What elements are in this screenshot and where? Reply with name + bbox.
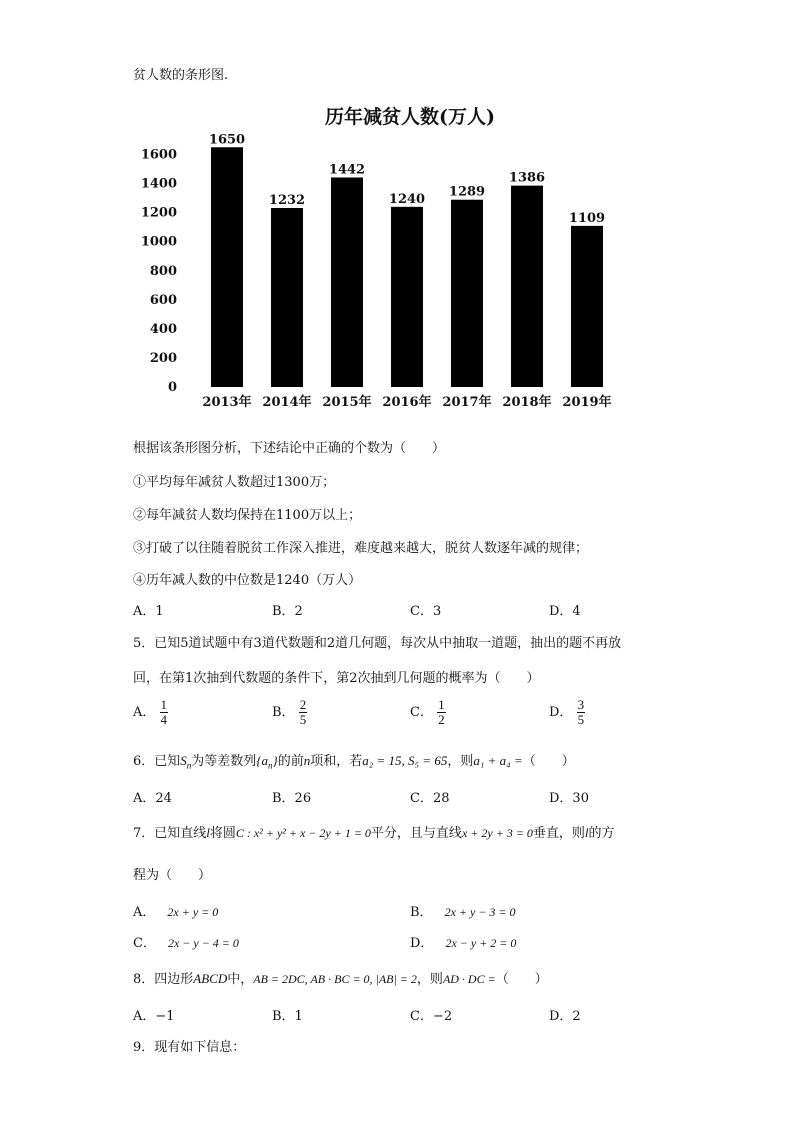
bar-2014年 bbox=[271, 208, 303, 387]
q8-condition: AB = 2DC, AB · BC = 0, |AB| = 2 bbox=[253, 972, 417, 986]
q5-line-1: 5．已知5道试题中有3道代数题和2道几何题，每次从中抽取一道题，抽出的题不再放 bbox=[133, 636, 622, 651]
intro-text: 贫人数的条形图. bbox=[133, 68, 229, 83]
q6-tail: （ ） bbox=[522, 754, 575, 769]
q5-option-a-label: A． bbox=[133, 705, 156, 720]
q7-l: l bbox=[206, 825, 210, 840]
x-tick-label: 2018年 bbox=[502, 395, 552, 410]
q5-option-b-fraction bbox=[299, 698, 308, 727]
q6-condition: a₂ = 15, S₅ = 65 bbox=[362, 753, 448, 768]
q6-ask: a₁ + a₄ = bbox=[473, 753, 523, 768]
q4-option-c[interactable]: C．3 bbox=[410, 604, 442, 619]
q4-statement-1: ①平均每年减贫人数超过1300万； bbox=[133, 475, 336, 490]
q8-prefix: 8．四边形 bbox=[133, 972, 194, 987]
data-label: 1650 bbox=[208, 132, 246, 148]
bar-2016年 bbox=[391, 207, 423, 387]
numerator: 1 bbox=[160, 697, 168, 712]
q7-text-1: 将圆 bbox=[209, 826, 236, 841]
q5-option-c[interactable] bbox=[410, 698, 446, 727]
q7-option-c-value: 2x − y − 4 = 0 bbox=[167, 936, 239, 950]
q5-option-b[interactable] bbox=[272, 698, 307, 727]
q7-option-d[interactable] bbox=[410, 932, 516, 951]
q6-n: n bbox=[303, 753, 311, 768]
q5-option-a-fraction bbox=[160, 698, 169, 727]
x-axis-labels bbox=[202, 394, 611, 410]
q4-option-b[interactable]: B．2 bbox=[272, 604, 303, 619]
bar-2013年 bbox=[211, 147, 243, 387]
denominator: 5 bbox=[299, 712, 307, 727]
q6-seq: {a bbox=[256, 753, 268, 768]
x-tick-label: 2013年 bbox=[202, 395, 252, 410]
q8-text-1: 中， bbox=[227, 972, 254, 987]
q5-option-b-label: B． bbox=[272, 705, 295, 720]
data-label: 1232 bbox=[268, 192, 306, 208]
bar-2015年 bbox=[331, 177, 363, 387]
q5-option-d-label: D． bbox=[549, 705, 573, 720]
chart-title: 历年减贫人数(万人) bbox=[325, 106, 495, 128]
q4-question: 根据该条形图分析，下述结论中正确的个数为（ ） bbox=[133, 441, 446, 456]
q4-statement-3: ③打破了以往随着脱贫工作深入推进，难度越来越大，脱贫人数逐年减的规律； bbox=[133, 541, 589, 556]
y-tick-label: 1600 bbox=[140, 147, 177, 163]
q7-option-c-label: C． bbox=[133, 936, 156, 951]
q7-text-3: 垂直，则 bbox=[532, 826, 585, 841]
q6-option-b[interactable]: B．26 bbox=[272, 791, 312, 806]
q7-question bbox=[133, 822, 615, 841]
q4-statement-4: ④历年减人数的中位数是1240（万人） bbox=[133, 573, 362, 588]
q7-text-4: 的方 bbox=[588, 826, 615, 841]
denominator: 2 bbox=[438, 712, 445, 727]
q5-option-c-fraction bbox=[437, 698, 446, 727]
q6-text-3: 项和，若 bbox=[310, 754, 363, 769]
data-label: 1289 bbox=[448, 184, 486, 200]
q9-text: 9．现有如下信息： bbox=[133, 1040, 246, 1055]
x-tick-label: 2014年 bbox=[262, 395, 312, 410]
q5-line-2: 回，在第1次抽到代数题的条件下，第2次抽到几何题的概率为（ ） bbox=[133, 671, 540, 686]
q5-option-a[interactable] bbox=[133, 698, 168, 727]
bar-2019年 bbox=[571, 226, 603, 387]
q6-option-a[interactable]: A．24 bbox=[133, 791, 172, 806]
q7-text-2: 平分，且与直线 bbox=[370, 826, 462, 841]
x-tick-label: 2019年 bbox=[562, 395, 612, 410]
q7-circle: C : x² + y² + x − 2y + 1 = 0 bbox=[235, 826, 371, 840]
q8-option-a[interactable]: A．−1 bbox=[133, 1009, 175, 1024]
q8-option-c[interactable]: C．−2 bbox=[410, 1009, 453, 1024]
y-tick-label: 600 bbox=[149, 292, 177, 308]
q6-seq-close: } bbox=[272, 753, 278, 768]
y-tick-label: 1200 bbox=[140, 205, 177, 221]
q8-ask: AD · DC = bbox=[442, 972, 496, 986]
q5-option-c-label: C． bbox=[410, 705, 433, 720]
q8-option-b[interactable]: B．1 bbox=[272, 1009, 303, 1024]
bar-2018年 bbox=[511, 186, 543, 387]
data-label: 1240 bbox=[388, 191, 426, 207]
y-tick-label: 1000 bbox=[140, 234, 177, 250]
q7-line-eq: x + 2y + 3 = 0 bbox=[461, 826, 533, 840]
q7-line-2: 程为（ ） bbox=[133, 868, 212, 883]
y-tick-label: 1400 bbox=[140, 176, 177, 192]
q6-s-sub: n bbox=[186, 760, 192, 771]
bar-chart bbox=[140, 95, 630, 425]
y-tick-label: 200 bbox=[149, 350, 177, 366]
q6-seq-sub: n bbox=[268, 760, 273, 771]
q7-option-d-label: D． bbox=[410, 936, 434, 951]
q6-prefix: 6．已知 bbox=[133, 754, 181, 769]
q7-option-a-value: 2x + y = 0 bbox=[167, 905, 219, 919]
q7-option-c[interactable] bbox=[133, 932, 239, 951]
y-tick-label: 400 bbox=[149, 321, 177, 337]
q6-option-c[interactable]: C．28 bbox=[410, 791, 450, 806]
data-label: 1109 bbox=[568, 210, 606, 226]
q4-statement-2: ②每年减贫人数均保持在1100万以上； bbox=[133, 508, 362, 523]
y-tick-label: 0 bbox=[167, 380, 177, 395]
x-tick-label: 2017年 bbox=[442, 395, 492, 410]
q7-l-2: l bbox=[584, 825, 589, 840]
q7-option-a[interactable] bbox=[133, 901, 218, 920]
q6-text-1: 为等差数列 bbox=[191, 754, 257, 769]
q6-option-d[interactable]: D．30 bbox=[549, 791, 589, 806]
y-axis-ticks bbox=[141, 148, 177, 395]
q8-text-2: ，则 bbox=[416, 972, 443, 987]
numerator: 2 bbox=[299, 697, 307, 712]
q4-option-d[interactable]: D．4 bbox=[549, 604, 581, 619]
denominator: 5 bbox=[577, 712, 585, 727]
q7-option-d-value: 2x − y + 2 = 0 bbox=[445, 936, 517, 950]
data-label: 1442 bbox=[328, 162, 366, 178]
x-tick-label: 2015年 bbox=[322, 395, 372, 410]
q6-question bbox=[133, 750, 575, 771]
data-label: 1386 bbox=[508, 170, 546, 186]
q8-question bbox=[133, 968, 548, 987]
q7-option-b-label: B． bbox=[410, 905, 433, 920]
q4-option-a[interactable]: A．1 bbox=[133, 604, 164, 619]
q7-option-b-value: 2x + y − 3 = 0 bbox=[444, 905, 516, 919]
numerator: 1 bbox=[438, 697, 445, 712]
q6-text-4: ，则 bbox=[447, 754, 474, 769]
q6-s: S bbox=[180, 753, 187, 768]
q7-option-a-label: A． bbox=[133, 905, 156, 920]
q5-option-d[interactable] bbox=[549, 698, 585, 727]
y-tick-label: 800 bbox=[149, 263, 177, 279]
q5-option-d-fraction bbox=[577, 698, 586, 727]
q8-tail: （ ） bbox=[495, 972, 548, 987]
q6-text-2: 的前 bbox=[277, 754, 304, 769]
q8-quad: ABCD bbox=[193, 971, 228, 986]
q7-prefix: 7．已知直线 bbox=[133, 826, 207, 841]
denominator: 4 bbox=[160, 712, 168, 727]
bar-2017年 bbox=[451, 200, 483, 387]
q7-option-b[interactable] bbox=[410, 901, 516, 920]
x-tick-label: 2016年 bbox=[382, 395, 432, 410]
q8-option-d[interactable]: D．2 bbox=[549, 1009, 581, 1024]
numerator: 3 bbox=[577, 697, 585, 712]
